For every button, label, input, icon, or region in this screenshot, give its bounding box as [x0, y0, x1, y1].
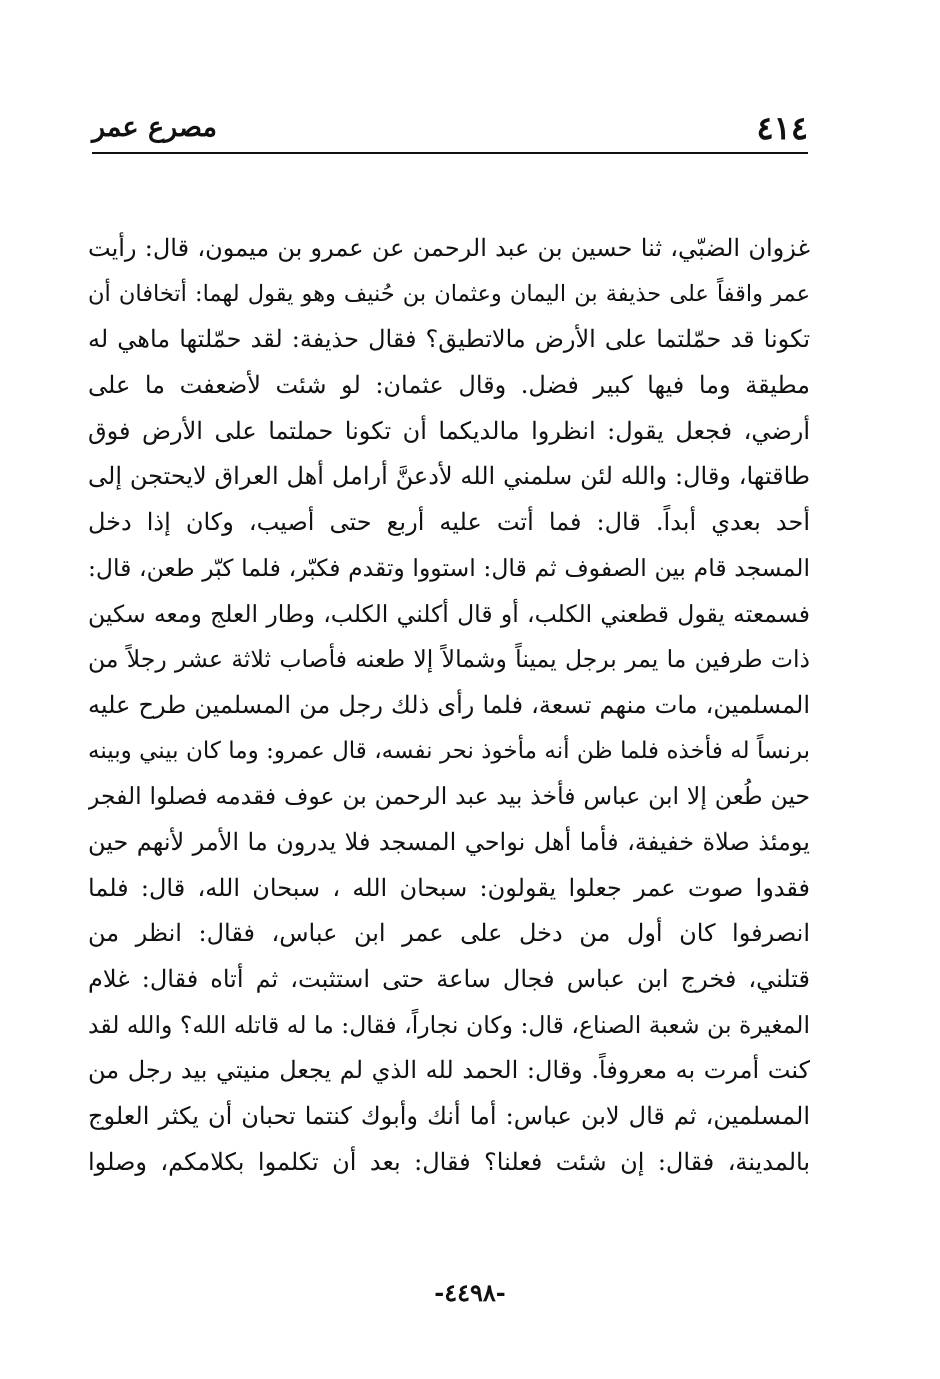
- running-header: [92, 98, 808, 154]
- text-line: يومئذ صلاة خفيفة، فأما أهل نواحي المسجد فلا يدرون ما الأمر لأنهم حين: [88, 827, 810, 856]
- chapter-title: مصرع عمر: [92, 112, 217, 143]
- text-line: انصرفوا كان أول من دخل على عمر ابن عباس، فقال: انظر من: [88, 919, 810, 948]
- body-text: [88, 226, 810, 1185]
- text-line: كنت أمرت به معروفاً. وقال: الحمد لله الذي لم يجعل منيتي بيد رجل من: [88, 1056, 810, 1085]
- text-line: عمر واقفاً على حذيفة بن اليمان وعثمان بن حُنيف وهو يقول لهما: أتخافان أن: [88, 280, 810, 307]
- text-line: غزوان الضبّي، ثنا حسين بن عبد الرحمن عن عمرو بن ميمون، قال: رأيت: [88, 234, 810, 262]
- text-line: فسمعته يقول قطعني الكلب، أو قال أكلني الكلب، وطار العلج ومعه سكين: [88, 599, 810, 628]
- text-line: قتلني، فخرج ابن عباس فجال ساعة حتى استثبت، ثم أتاه فقال: غلام: [88, 965, 810, 993]
- text-line: بالمدينة، فقال: إن شئت فعلنا؟ فقال: بعد أن تكلموا بكلامكم، وصلوا: [88, 1147, 810, 1176]
- text-line: تكونا قد حمّلتما على الأرض مالاتطيق؟ فقال حذيفة: لقد حمّلتها ماهي له: [88, 325, 810, 354]
- text-line: المسجد قام بين الصفوف ثم قال: استووا وتقدم فكبّر، فلما كبّر طعن، قال:: [88, 553, 810, 582]
- text-line: حين طُعن إلا ابن عباس فأخذ بيد عبد الرحمن بن عوف فقدمه فصلوا الفجر: [88, 782, 810, 811]
- text-line: ذات طرفين ما يمر برجل يميناً وشمالاً إلا طعنه فأصاب ثلاثة عشر رجلاً من: [88, 645, 810, 674]
- page-number: ٤١٤: [756, 109, 808, 147]
- text-line: برنساً له فأخذه فلما ظن أنه مأخوذ نحر نفسه، قال عمرو: وما كان بيني وبينه: [88, 737, 810, 764]
- text-line: المسلمين، ثم قال لابن عباس: أما أنك وأبوك كنتما تحبان أن يكثر العلوج: [88, 1102, 810, 1131]
- text-line: المغيرة بن شعبة الصناع، قال: وكان نجاراً، فقال: ما له قاتله الله؟ والله لقد: [88, 1010, 810, 1039]
- folio-number: -٤٤٩٨-: [434, 1278, 506, 1307]
- text-line: مطيقة وما فيها كبير فضل. وقال عثمان: لو شئت لأضعفت ما على: [88, 371, 810, 400]
- text-line: فقدوا صوت عمر جعلوا يقولون: سبحان الله ، سبحان الله، قال: فلما: [88, 873, 810, 902]
- text-line: أحد بعدي أبداً. قال: فما أتت عليه أربع حتى أصيب، وكان إذا دخل: [88, 508, 810, 537]
- text-line: المسلمين، مات منهم تسعة، فلما رأى ذلك رجل من المسلمين طرح عليه: [88, 690, 810, 719]
- text-line: طاقتها، وقال: والله لئن سلمني الله لأدعنَّ أرامل أهل العراق لايحتجن إلى: [88, 462, 810, 491]
- text-line: أرضي، فجعل يقول: انظروا مالديكما أن تكونا حملتما على الأرض فوق: [88, 416, 810, 445]
